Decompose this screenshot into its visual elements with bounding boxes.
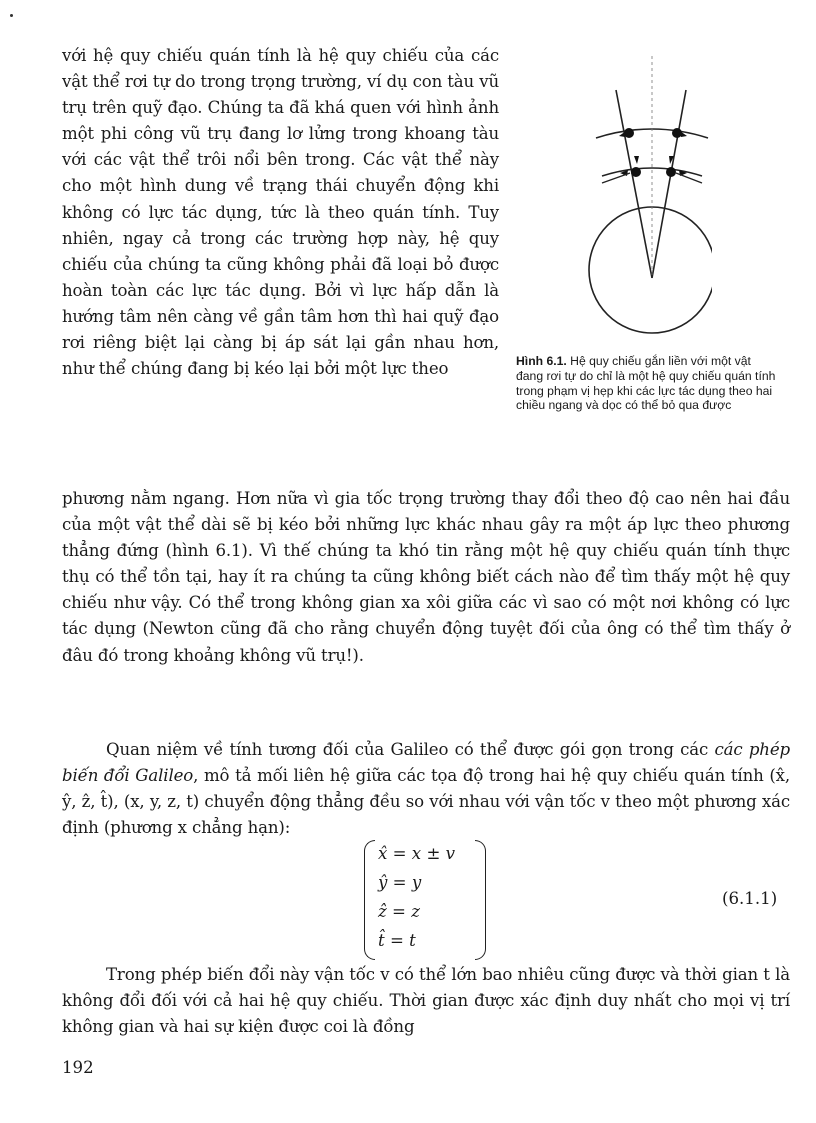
left-trajectory: [616, 90, 652, 278]
equation-number: (6.1.1): [722, 889, 778, 908]
figure-caption: [516, 354, 778, 413]
galileo-transform-equation: [364, 840, 494, 958]
galileo-transform-term: các phép biến đổi Galileo: [62, 740, 790, 786]
left-paren: [364, 840, 375, 960]
paragraph-3: [62, 737, 790, 841]
right-trajectory: [652, 90, 686, 278]
paragraph-1: với hệ quy chiếu quán tính là hệ quy chiếu của các vật thể rơi tự do trong trọng trường, ví dụ con tàu vũ trụ trên quỹ đạo. Chúng ta đã khá quen với hình ảnh một phi công vũ trụ đang lơ lửng trong khoang tàu với các vật thể trôi nổi bên trong. Các vật thể này cho một hình dung về trạng thái chuyển động khi không có lực tác dụng, tức là theo quán tính. Tuy nhiên, ngay cả trong các trường hợp này, hệ quy chiếu của chúng ta cũng không phải đã loại bỏ được hoàn toàn các lực tác dụng. Bởi vì lực hấp dẫn là hướng tâm nên càng về gần tâm hơn thì hai quỹ đạo rơi riêng biệt lại càng bị áp sát lại gần nhau hơn, như thể chúng đang bị kéo lại bởi một lực theo: [62, 46, 499, 379]
scan-speck: [10, 14, 13, 17]
lower-left-mass: [631, 167, 641, 177]
paragraph-3-end: , mô tả mối liên hệ giữa các tọa độ trong hai hệ quy chiếu quán tính (x̂, ŷ, ẑ, t̂), (x, y, z, t) chuyển động thẳng đều so với nhau với vận tốc v theo một phương xác định (phương x chẳng hạn):: [62, 766, 791, 838]
paragraph-4: Trong phép biến đổi này vận tốc v có thể lớn bao nhiêu cũng được và thời gian t là không đổi đối với cả hai hệ quy chiếu. Thời gian được xác định duy nhất cho mọi vị trí không gian và hai sự kiện được coi là đồng: [62, 965, 790, 1037]
equation-line-x: x̂ = x ± v: [378, 844, 455, 863]
caption-label: Hình 6.1.: [516, 354, 567, 368]
paragraph-3-start: Quan niệm về tính tương đối của Galileo có thể được gói gọn trong các: [106, 740, 715, 759]
right-paren: [475, 840, 486, 960]
figure-6-1-diagram: [572, 56, 712, 346]
caption-text: Hệ quy chiếu gắn liền với một vật đang rơi tự do chỉ là một hệ quy chiếu quán tính trong phạm vị hẹp khi các lực tác dụng theo hai chiều ngang và dọc có thể bỏ qua được: [516, 354, 776, 413]
arrow-down-left: [634, 156, 639, 164]
lower-right-mass: [666, 167, 676, 177]
equation-line-y: ŷ = y: [378, 873, 422, 892]
equation-line-z: ẑ = z: [378, 902, 420, 921]
equation-line-t: t̂ = t: [378, 931, 416, 950]
page-number: 192: [62, 1058, 94, 1077]
paragraph-2: phương nằm ngang. Hơn nữa vì gia tốc trọng trường thay đổi theo độ cao nên hai đầu của một vật thể dài sẽ bị kéo bởi những lực khác nhau gây ra một áp lực theo phương thẳng đứng (hình 6.1). Vì thế chúng ta khó tin rằng một hệ quy chiếu quán tính thực thụ có thể tồn tại, hay ít ra chúng ta cũng không biết cách nào để tìm thấy một hệ quy chiếu như vậy. Có thể trong không gian xa xôi giữa các vì sao có một nơi không có lực tác dụng (Newton cũng đã cho rằng chuyển động tuyệt đối của ông có thể tìm thấy ở đâu đó trong khoảng không vũ trụ!).: [62, 489, 790, 665]
